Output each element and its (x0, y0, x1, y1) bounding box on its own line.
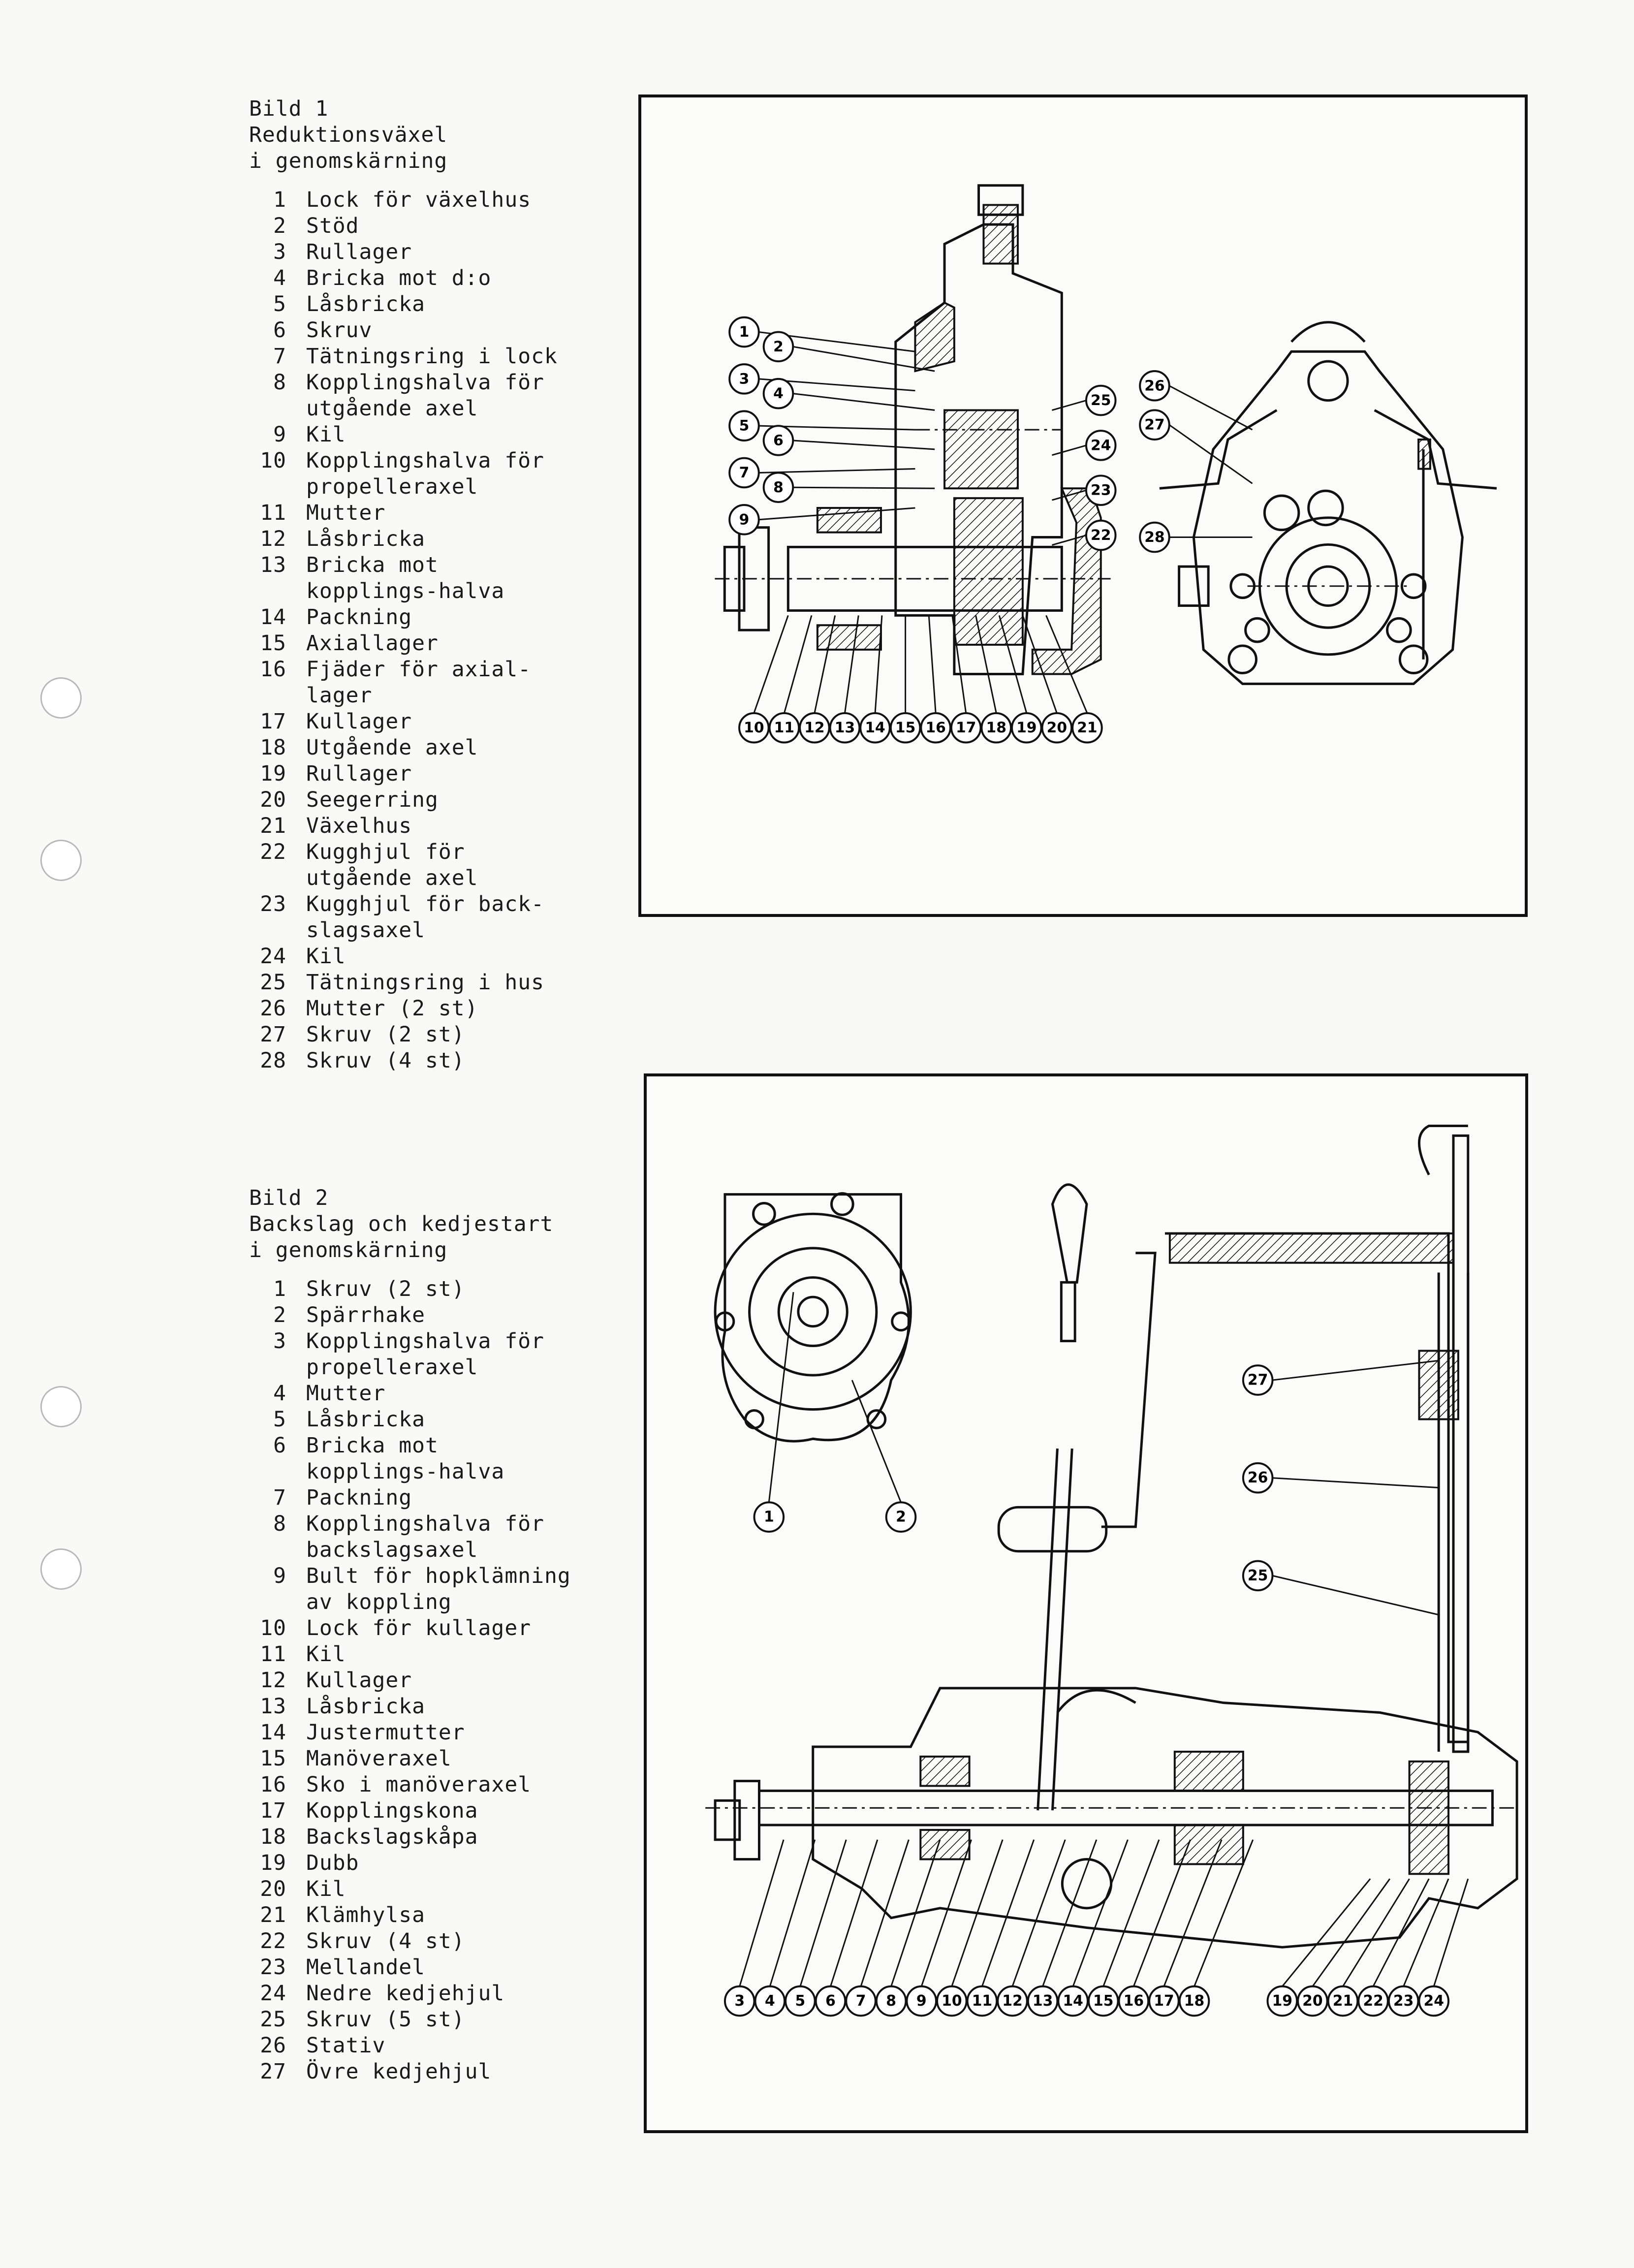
legend-item (249, 1746, 582, 1772)
callout-number: 4 (764, 1992, 775, 2010)
figure2-bottom-callouts-left (725, 1840, 1253, 2016)
legend-item-number: 5 (273, 292, 286, 316)
legend-item-number: 2 (273, 1303, 286, 1327)
legend-item-text: Packning (306, 605, 412, 630)
legend-item-number: 15 (260, 631, 286, 656)
legend-item (249, 1954, 582, 1981)
figure1-title: Bild 1 (249, 96, 329, 121)
leader-line (1073, 1840, 1128, 1986)
leader-line (1343, 1879, 1409, 1986)
callout-number: 9 (739, 511, 750, 529)
punch-hole (40, 677, 82, 719)
leader-line (793, 346, 935, 371)
legend-item-number: 9 (273, 422, 286, 447)
leader-line (830, 1840, 877, 1986)
legend-item (249, 500, 582, 526)
legend-item (249, 761, 582, 787)
legend-item-text: Tätningsring i hus (306, 970, 544, 995)
legend-item (249, 839, 582, 891)
leader-line (1272, 1575, 1439, 1614)
legend-item-number: 16 (260, 1772, 286, 1797)
legend-item (249, 344, 582, 370)
legend-item (249, 317, 582, 344)
callout-number: 16 (1123, 1992, 1144, 2010)
callout-number: 13 (834, 719, 855, 737)
legend-item-text: Seegerring (306, 788, 439, 812)
callout-number: 21 (1077, 719, 1098, 737)
legend-item (249, 1485, 582, 1511)
callout-number: 1 (763, 1508, 774, 1526)
figure1-subtitle-2: i genomskärning (249, 149, 448, 173)
legend-item (249, 448, 582, 500)
legend-item (249, 1563, 582, 1615)
figure2-subtitle-2: i genomskärning (249, 1238, 448, 1262)
legend-item (249, 1694, 582, 1720)
legend-item-text: Kil (306, 1877, 346, 1901)
legend-item (249, 1902, 582, 1928)
callout-number: 10 (744, 719, 764, 737)
legend-item-text: Bricka mot kopplings-halva (306, 1433, 505, 1484)
figure2-drawing (647, 1076, 1525, 2130)
leader-line (1043, 1840, 1097, 1986)
legend-item-text: Låsbricka (306, 1407, 425, 1432)
legend-item (249, 1928, 582, 1954)
callout-number: 6 (773, 432, 784, 449)
leader-line (1282, 1879, 1370, 1986)
control-lever (1038, 1185, 1087, 1810)
punch-hole (40, 840, 82, 881)
legend-item-number: 11 (260, 1642, 286, 1667)
legend-item-number: 8 (273, 1512, 286, 1536)
callout-number: 23 (1091, 481, 1111, 499)
leader-line (1272, 1478, 1439, 1488)
legend-item-text: Kopplingshalva för propelleraxel (306, 1329, 544, 1380)
callout-number: 17 (1154, 1992, 1174, 2010)
figure1-drawing (641, 97, 1525, 914)
leader-line (1404, 1879, 1448, 1986)
legend-item-text: Kugghjul för back-slagsaxel (306, 892, 544, 943)
legend-item-text: Justermutter (306, 1720, 465, 1745)
legend-item-text: Växelhus (306, 814, 412, 838)
legend-item-number: 25 (260, 2007, 286, 2032)
leader-line (891, 1840, 940, 1986)
legend-item-number: 10 (260, 1616, 286, 1640)
callout-number: 19 (1016, 719, 1037, 737)
callout-number: 14 (865, 719, 885, 737)
figure2-side-callouts (1243, 1360, 1439, 1615)
legend-item-number: 24 (260, 944, 286, 969)
callout-number: 12 (804, 719, 825, 737)
legend-item-text: Utgående axel (306, 735, 478, 760)
legend-item-number: 21 (260, 1903, 286, 1927)
legend-item-text: Bricka mot kopplings-halva (306, 553, 505, 603)
legend-item (249, 552, 582, 604)
legend-item-text: Kopplingshalva för utgående axel (306, 370, 544, 421)
callout-number: 20 (1046, 719, 1068, 737)
legend-item-text: Rullager (306, 761, 412, 786)
legend-item (249, 1850, 582, 1876)
leader-line (1012, 1840, 1065, 1986)
legend-item-number: 16 (260, 657, 286, 682)
legend-item-text: Spärrhake (306, 1303, 425, 1327)
figure2-subtitle: Backslag och kedjestart (249, 1212, 554, 1236)
callout-number: 18 (986, 719, 1006, 737)
legend-item-text: Skruv (4 st) (306, 1929, 465, 1953)
callout-number: 26 (1247, 1469, 1268, 1487)
callout-number: 16 (925, 719, 946, 737)
figure1-subtitle: Reduktionsväxel (249, 123, 448, 147)
legend-item-text: Kopplingshalva för backslagsaxel (306, 1512, 544, 1562)
leader-line (929, 615, 936, 713)
legend-item-number: 13 (260, 1694, 286, 1719)
callout-number: 10 (942, 1992, 962, 2010)
legend-item-text: Kopplingskona (306, 1798, 478, 1823)
punch-hole (40, 1386, 82, 1427)
legend-item (249, 891, 582, 944)
legend-item (249, 996, 582, 1022)
callout-number: 24 (1423, 1992, 1444, 2010)
legend-item-text: Kil (306, 944, 346, 969)
legend-item-text: Skruv (2 st) (306, 1277, 465, 1301)
figure2-legend (249, 1185, 582, 2085)
callout-number: 13 (1032, 1992, 1053, 2010)
legend-item-text: Kugghjul för utgående axel (306, 840, 478, 890)
legend-item (249, 1981, 582, 2007)
legend-item-text: Skruv (4 st) (306, 1048, 465, 1073)
legend-item-number: 2 (273, 214, 286, 238)
legend-item (249, 1720, 582, 1746)
legend-item-text: Mutter (306, 1381, 386, 1406)
legend-item-number: 8 (273, 370, 286, 395)
legend-item-text: Lock för växelhus (306, 188, 532, 212)
legend-item-number: 27 (260, 2059, 286, 2084)
legend-item (249, 213, 582, 239)
legend-item (249, 657, 582, 709)
reverse-gear-section (705, 1688, 1517, 1947)
figure2-caption (249, 1185, 582, 1263)
legend-item-text: Axiallager (306, 631, 439, 656)
callout-number: 2 (896, 1508, 906, 1526)
legend-item (249, 239, 582, 265)
legend-item (249, 526, 582, 552)
legend-item-number: 17 (260, 709, 286, 734)
legend-item-text: Bult för hopklämning av koppling (306, 1564, 571, 1614)
legend-item-text: Lock för kullager (306, 1616, 532, 1640)
legend-item (249, 970, 582, 996)
legend-item-number: 23 (260, 892, 286, 916)
gearbox-end-view (1160, 322, 1497, 684)
legend-item (249, 422, 582, 448)
legend-item-number: 24 (260, 1981, 286, 2006)
legend-item-number: 7 (273, 1485, 286, 1510)
legend-item-text: Skruv (2 st) (306, 1022, 465, 1047)
legend-item (249, 1772, 582, 1798)
legend-item-text: Bricka mot d:o (306, 266, 492, 290)
legend-item-text: Klämhylsa (306, 1903, 425, 1927)
legend-item-number: 28 (260, 1048, 286, 1073)
legend-item (249, 1824, 582, 1850)
legend-item-number: 1 (273, 188, 286, 212)
legend-item (249, 2059, 582, 2085)
legend-item-text: Mellandel (306, 1955, 425, 1980)
legend-item (249, 2033, 582, 2059)
leader-line (1169, 386, 1253, 430)
legend-item (249, 1798, 582, 1824)
legend-item-text: Stativ (306, 2033, 386, 2058)
callout-number: 11 (774, 719, 795, 737)
legend-item-number: 4 (273, 1381, 286, 1406)
legend-item (249, 813, 582, 839)
legend-item (249, 1276, 582, 1302)
figure1-caption (249, 96, 582, 174)
legend-item-number: 9 (273, 1564, 286, 1588)
callout-number: 9 (916, 1992, 927, 2010)
legend-item-number: 18 (260, 1825, 286, 1849)
legend-item-number: 23 (260, 1955, 286, 1980)
legend-item-text: Backslagskåpa (306, 1825, 478, 1849)
leader-line (759, 469, 915, 473)
legend-item (249, 2007, 582, 2033)
legend-item-number: 12 (260, 527, 286, 551)
legend-item (249, 291, 582, 317)
legend-item-text: Nedre kedjehjul (306, 1981, 505, 2006)
callout-number: 14 (1063, 1992, 1083, 2010)
legend-item-number: 10 (260, 448, 286, 473)
callout-number: 20 (1302, 1992, 1323, 2010)
legend-item (249, 370, 582, 422)
legend-item-text: Kullager (306, 1668, 412, 1693)
legend-item (249, 1668, 582, 1694)
legend-item-text: Rullager (306, 240, 412, 264)
ratchet-detail-view (715, 1194, 911, 1442)
leader-line (1313, 1879, 1390, 1986)
leader-line (952, 1840, 1003, 1986)
legend-item-text: Kil (306, 422, 346, 447)
legend-item (249, 1381, 582, 1407)
leader-line (784, 615, 812, 713)
legend-item-text: Låsbricka (306, 1694, 425, 1719)
legend-item-text: Dubb (306, 1851, 359, 1875)
callout-number: 25 (1091, 392, 1111, 410)
callout-number: 11 (972, 1992, 993, 2010)
legend-item-text: Låsbricka (306, 527, 425, 551)
leader-line (1052, 401, 1086, 410)
callout-number: 3 (734, 1992, 745, 2010)
callout-number: 24 (1091, 437, 1111, 454)
callout-number: 2 (773, 338, 784, 355)
figure2-title: Bild 2 (249, 1186, 329, 1210)
legend-item-text: Kil (306, 1642, 346, 1667)
leader-line (982, 1840, 1034, 1986)
legend-item-number: 5 (273, 1407, 286, 1432)
callout-number: 5 (795, 1992, 806, 2010)
callout-number: 26 (1144, 377, 1165, 395)
callout-number: 15 (1093, 1992, 1114, 2010)
legend-item-text: Stöd (306, 214, 359, 238)
legend-item-number: 4 (273, 266, 286, 290)
legend-item (249, 709, 582, 735)
leader-line (800, 1840, 846, 1986)
punch-hole (40, 1548, 82, 1590)
callout-number: 17 (956, 719, 976, 737)
legend-item-number: 3 (273, 1329, 286, 1354)
leader-line (861, 1840, 909, 1986)
legend-item (249, 1641, 582, 1668)
leader-line (1052, 445, 1086, 455)
legend-item (249, 1876, 582, 1902)
legend-item-number: 18 (260, 735, 286, 760)
callout-number: 28 (1144, 529, 1165, 546)
legend-item-text: Låsbricka (306, 292, 425, 316)
legend-item-number: 22 (260, 1929, 286, 1953)
legend-item-text: Kullager (306, 709, 412, 734)
leader-line (793, 394, 935, 410)
callout-number: 27 (1247, 1371, 1268, 1389)
callout-number: 3 (739, 370, 750, 388)
leader-line (921, 1840, 971, 1986)
legend-item-number: 3 (273, 240, 286, 264)
figure2-parts-list (249, 1276, 582, 2085)
crank-handle (999, 1253, 1155, 1551)
callout-number: 21 (1332, 1992, 1353, 2010)
callout-number: 12 (1002, 1992, 1023, 2010)
legend-item (249, 1511, 582, 1563)
callout-number: 4 (773, 385, 784, 403)
legend-item-text: Fjäder för axial-lager (306, 657, 532, 708)
legend-item-text: Skruv (5 st) (306, 2007, 465, 2032)
legend-item (249, 630, 582, 657)
legend-item-text: Skruv (306, 318, 373, 343)
legend-item-number: 1 (273, 1277, 286, 1301)
leader-line (793, 441, 935, 449)
legend-item-text: Tätningsring i lock (306, 344, 558, 369)
legend-item-text: Mutter (306, 501, 386, 525)
legend-item-number: 19 (260, 761, 286, 786)
legend-item-number: 20 (260, 788, 286, 812)
legend-item (249, 787, 582, 813)
figure1-drawing-frame (638, 94, 1528, 917)
legend-item (249, 1328, 582, 1381)
legend-item-number: 25 (260, 970, 286, 995)
legend-item-number: 14 (260, 605, 286, 630)
legend-item-text: Sko i manöveraxel (306, 1772, 532, 1797)
figure1-legend (249, 96, 582, 1074)
legend-item (249, 735, 582, 761)
legend-item (249, 1407, 582, 1433)
legend-item-text: Övre kedjehjul (306, 2059, 492, 2084)
leader-line (852, 1380, 901, 1502)
legend-item-number: 11 (260, 501, 286, 525)
figure2-drawing-frame (644, 1073, 1528, 2133)
chain-stand (1165, 1126, 1468, 1752)
callout-number: 5 (739, 417, 750, 435)
legend-item (249, 1022, 582, 1048)
legend-item-number: 12 (260, 1668, 286, 1693)
legend-item-number: 14 (260, 1720, 286, 1745)
legend-item-number: 22 (260, 840, 286, 864)
legend-item-text: Kopplingshalva för propelleraxel (306, 448, 544, 499)
figure1-parts-list (249, 187, 582, 1074)
leader-line (1272, 1360, 1439, 1380)
legend-item (249, 187, 582, 213)
legend-item-number: 19 (260, 1851, 286, 1875)
legend-item-number: 15 (260, 1746, 286, 1771)
figure1-bottom-callouts (739, 615, 1102, 742)
legend-item (249, 1433, 582, 1485)
legend-item-text: Manöveraxel (306, 1746, 452, 1771)
legend-item (249, 1048, 582, 1074)
callout-number: 18 (1184, 1992, 1205, 2010)
figure1-left-callouts (729, 317, 935, 535)
leader-line (1133, 1840, 1190, 1986)
callout-number: 25 (1247, 1567, 1268, 1584)
callout-number: 19 (1272, 1992, 1293, 2010)
legend-item (249, 604, 582, 630)
legend-item-number: 27 (260, 1022, 286, 1047)
legend-item (249, 1615, 582, 1641)
legend-item-text: Packning (306, 1485, 412, 1510)
legend-item-number: 17 (260, 1798, 286, 1823)
callout-number: 22 (1091, 527, 1111, 544)
callout-number: 1 (739, 323, 750, 341)
callout-number: 22 (1363, 1992, 1383, 2010)
leader-line (1434, 1879, 1468, 1986)
legend-item-number: 13 (260, 553, 286, 577)
figure2-top-callouts (754, 1292, 916, 1532)
legend-item-number: 6 (273, 318, 286, 343)
callout-number: 8 (773, 478, 784, 496)
callout-number: 7 (855, 1992, 866, 2010)
legend-item-number: 26 (260, 2033, 286, 2058)
callout-number: 23 (1393, 1992, 1414, 2010)
callout-number: 7 (739, 464, 750, 481)
callout-number: 8 (886, 1992, 897, 2010)
legend-item-text: Mutter (2 st) (306, 996, 478, 1021)
legend-item-number: 26 (260, 996, 286, 1021)
callout-number: 27 (1144, 416, 1165, 434)
legend-item-number: 7 (273, 344, 286, 369)
leader-line (793, 487, 935, 488)
legend-item-number: 21 (260, 814, 286, 838)
leader-line (1103, 1840, 1159, 1986)
legend-item (249, 1302, 582, 1328)
legend-item-number: 20 (260, 1877, 286, 1901)
callout-number: 15 (895, 719, 916, 737)
callout-number: 6 (825, 1992, 836, 2010)
legend-item (249, 265, 582, 291)
legend-item-number: 6 (273, 1433, 286, 1458)
legend-item (249, 944, 582, 970)
leader-line (1373, 1879, 1429, 1986)
